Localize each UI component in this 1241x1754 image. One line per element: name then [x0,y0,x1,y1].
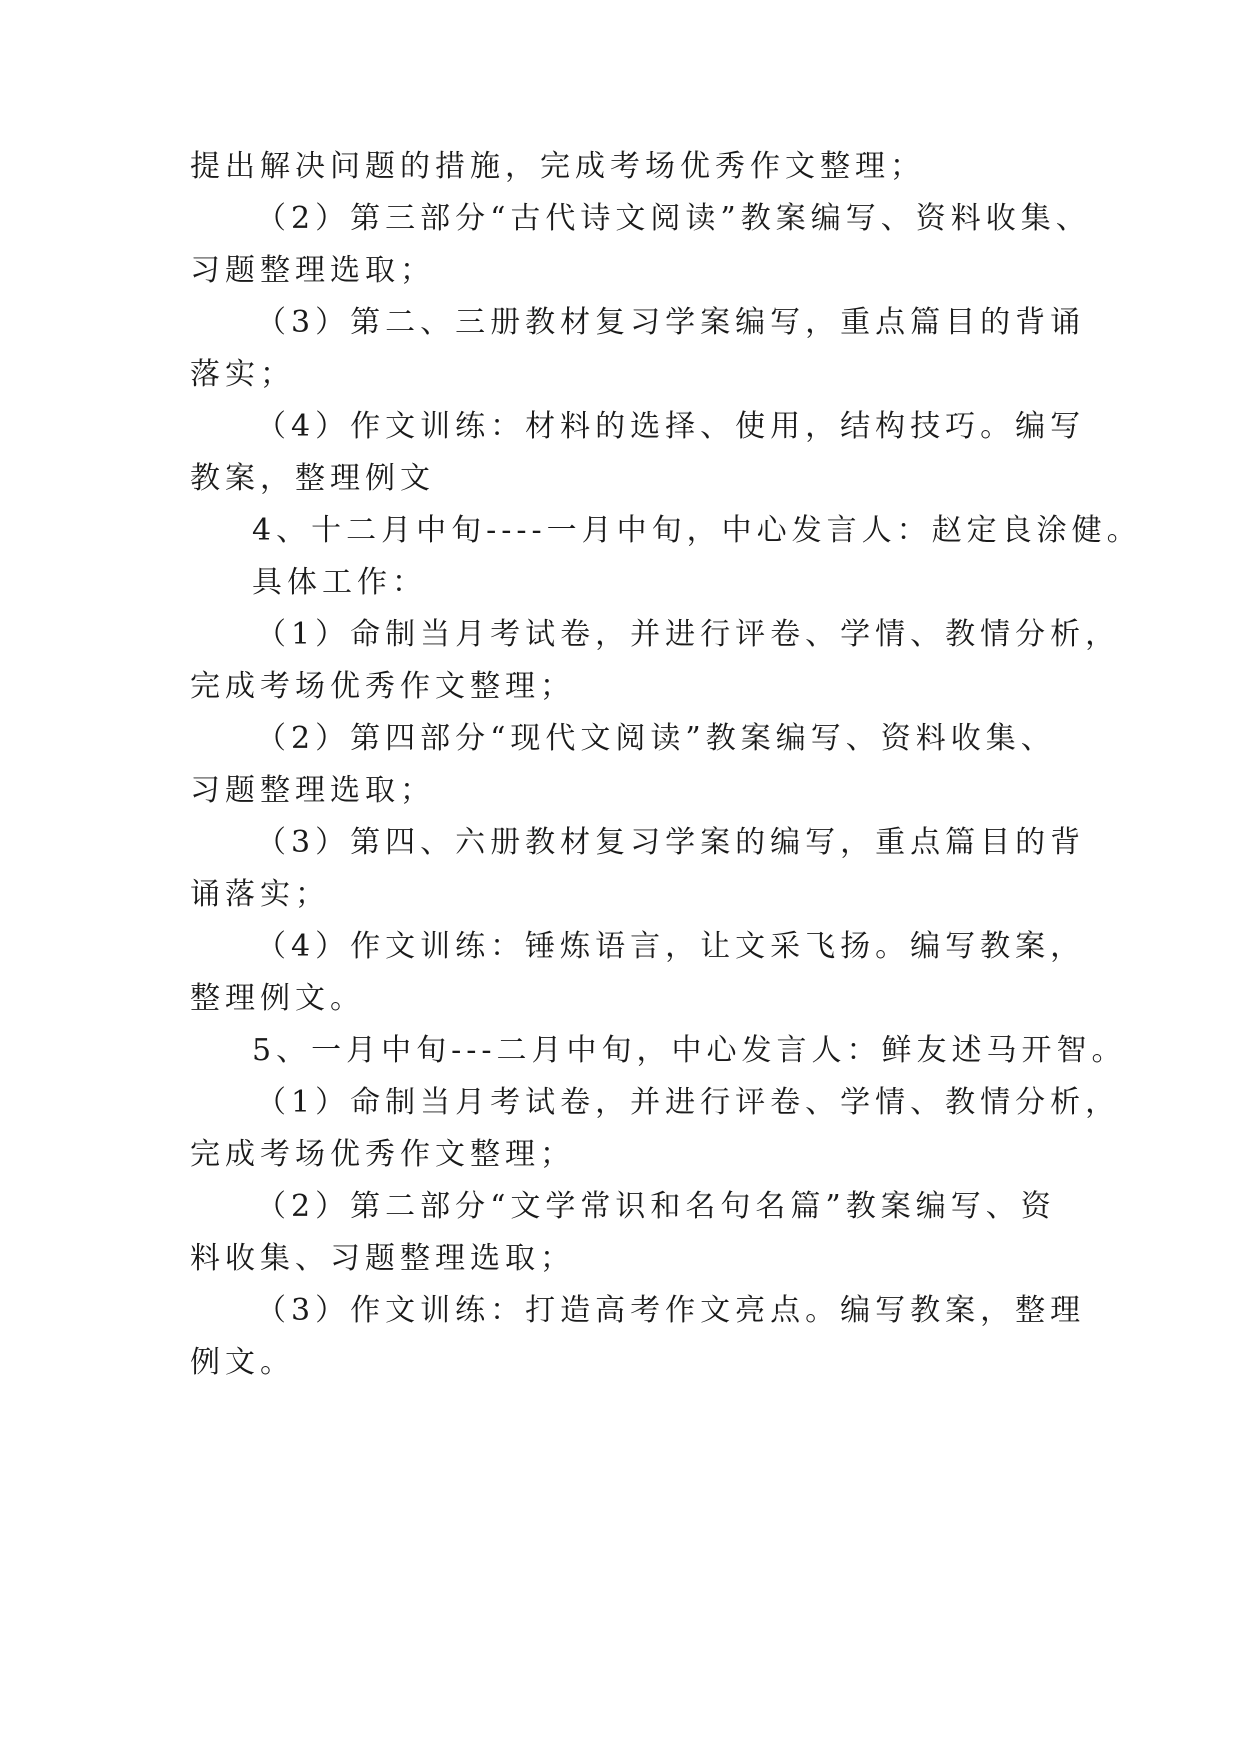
text-line: 5、一月中旬---二月中旬，中心发言人：鲜友述马开智。 [252,1033,1127,1068]
text-line: 诵落实； [190,877,330,912]
text-line: （4）作文训练：锤炼语言，让文采飞扬。编写教案， [256,929,1086,964]
text-line: 提出解决问题的措施，完成考场优秀作文整理； [190,149,925,184]
text-line: 落实； [190,357,295,392]
text-line: （2）第三部分“古代诗文阅读”教案编写、资料收集、 [256,201,1091,236]
text-line: 完成考场优秀作文整理； [190,1137,575,1172]
text-line: 例文。 [190,1345,295,1380]
text-line: 教案，整理例文 [190,461,435,496]
text-line: （3）第二、三册教材复习学案编写，重点篇目的背诵 [256,305,1086,340]
text-line: （2）第四部分“现代文阅读”教案编写、资料收集、 [256,721,1056,756]
text-line: （1）命制当月考试卷，并进行评卷、学情、教情分析， [256,617,1121,652]
text-line: 完成考场优秀作文整理； [190,669,575,704]
text-line: 具体工作： [252,565,427,600]
text-line: 习题整理选取； [190,773,435,808]
text-line: （2）第二部分“文学常识和名句名篇”教案编写、资 [256,1189,1056,1224]
text-line: 整理例文。 [190,981,365,1016]
text-line: （4）作文训练：材料的选择、使用，结构技巧。编写 [256,409,1086,444]
text-line: （3）第四、六册教材复习学案的编写，重点篇目的背 [256,825,1086,860]
text-line: （3）作文训练：打造高考作文亮点。编写教案，整理 [256,1293,1086,1328]
text-line: 习题整理选取； [190,253,435,288]
text-line: 料收集、习题整理选取； [190,1241,575,1276]
text-line: （1）命制当月考试卷，并进行评卷、学情、教情分析， [256,1085,1121,1120]
text-line: 4、十二月中旬----一月中旬，中心发言人：赵定良涂健。 [252,513,1142,548]
